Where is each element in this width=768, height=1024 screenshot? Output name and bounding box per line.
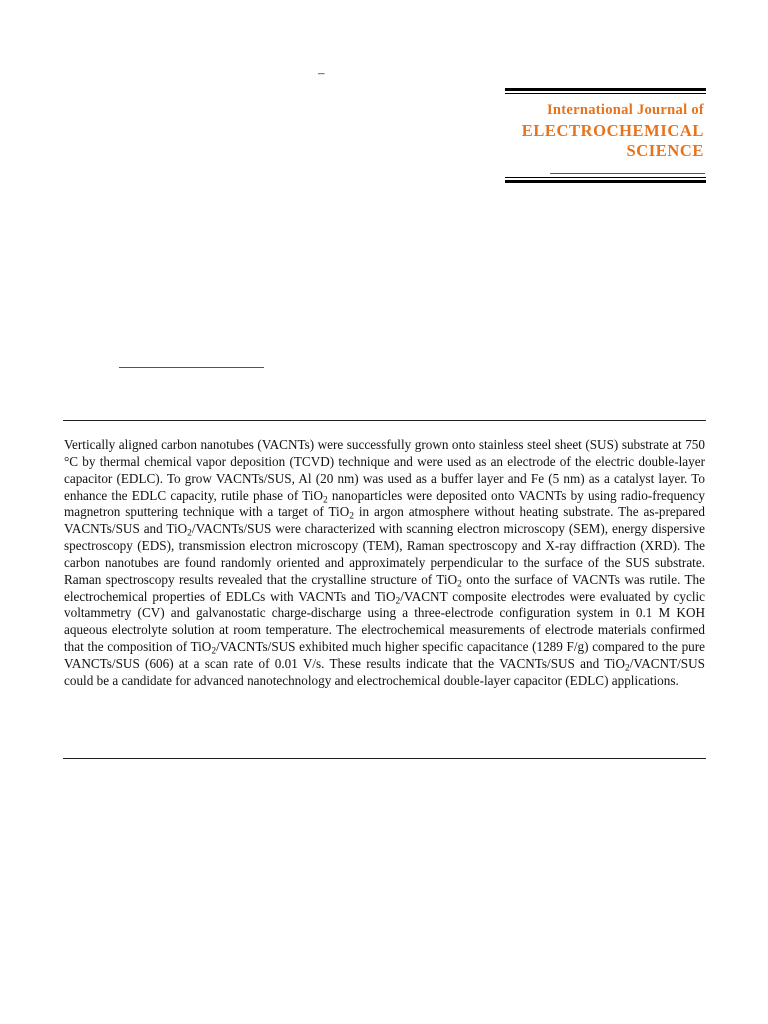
abstract-bottom-divider [63,758,706,759]
abstract-segment: /VACNT/SUS could be a candidate for advanced nanotechnology and electrochemical double-layer capacitor (EDLC) applications. [64,655,705,688]
journal-title-line1: International Journal of [546,102,704,118]
abstract-segment: /VACNTs/SUS exhibited much higher specific capacitance (1289 F/g) compared to the pure VANCTs/SUS (606) at a scan rate of 0.01 V/s. These results indicate that the VACNTs/SUS and TiO [64,639,705,671]
subscript: 2 [187,528,192,539]
journal-title-line3: SCIENCE [626,141,704,160]
abstract-segment: nanoparticles were deposited onto VACNTs by using radio-frequency magnetron sputtering technique with a target of TiO [64,487,705,520]
masthead-bottom-rule-thick [505,180,706,183]
abstract-top-divider [63,420,706,421]
abstract-segment: /VACNTs/SUS were characterized with scanning electron microscopy (SEM), energy dispersive spectroscopy (EDS), transmission electron microscopy (TEM), Raman spectroscopy and X-ray diffraction (XRD). The carbon nanotubes are found randomly oriented and approximately perpendicular to the surface of the SUS substrate. Raman spectroscopy results revealed that the crystalline structure of TiO [64,521,705,587]
header-dash: – [318,65,325,80]
abstract-text [64,437,705,690]
subscript: 2 [322,494,328,505]
subscript: 2 [625,663,630,674]
abstract-segment: in argon atmosphere without heating substrate. The as-prepared VACNTs/SUS and TiO [64,504,705,537]
abstract-segment: onto the surface of VACNTs was rutile. The electrochemical properties of EDLCs with VACNTs and TiO [64,571,706,604]
subscript: 2 [395,595,401,606]
subscript: 2 [211,646,217,657]
subscript: 2 [349,511,354,522]
journal-title-line2: ELECTROCHEMICAL [521,121,704,140]
masthead-bottom-rule-thin [505,177,706,178]
masthead-top-rule-thick [505,88,706,91]
abstract-segment: /VACNT composite electrodes were evaluated by cyclic voltammetry (CV) and galvanostatic charge-discharge using a three-electrode configuration system in 0.1 M KOH aqueous electrolyte solution at room temperature. The electrochemical measurements of electrode materials confirmed that the composition of TiO [64,588,705,655]
abstract-segment: Vertically aligned carbon nanotubes (VACNTs) were successfully grown onto stainless steel sheet (SUS) substrate at 750 °C by thermal chemical vapor deposition (TCVD) technique and were used as an electrode of the electric double-layer capacitor (EDLC). To grow VACNTs/SUS, Al (20 nm) was used as a buffer layer and Fe (5 nm) as a catalyst layer. To enhance the EDLC capacity, rutile phase of TiO [64,437,705,503]
author-email-link[interactable] [119,367,264,368]
journal-website-link[interactable] [550,173,705,174]
journal-masthead [505,88,706,184]
masthead-top-rule-thin [505,93,706,94]
subscript: 2 [457,579,462,590]
